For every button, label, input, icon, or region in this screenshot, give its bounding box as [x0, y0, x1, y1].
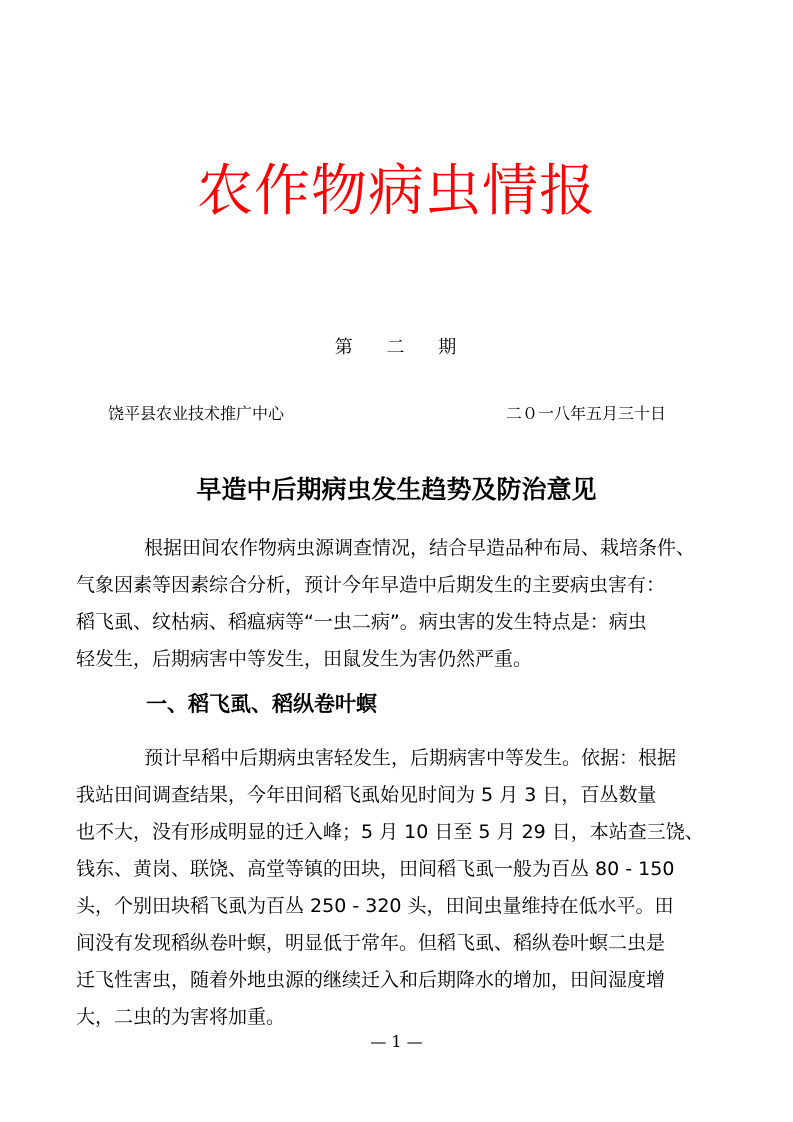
section-paragraph: [76, 740, 724, 1036]
paragraph-line: 也不大，没有形成明显的迁入峰；5 月 10 日至 5 月 29 日，本站查三饶、: [76, 821, 704, 843]
page-number: — 1 —: [370, 1032, 423, 1051]
paragraph-line: 气象因素等因素综合分析，预计今年早造中后期发生的主要病虫害有：: [76, 574, 666, 596]
issue-date: 二０一八年五月三十日: [505, 404, 666, 423]
paragraph-line: 头，个别田块稻飞虱为百丛 250 - 320 头，田间虫量维持在低水平。田: [76, 895, 674, 917]
article-title: 早造中后期病虫发生趋势及防治意见: [196, 475, 597, 504]
paragraph-line: 我站田间调查结果，今年田间稻飞虱始见时间为 5 月 3 日，百丛数量: [76, 784, 657, 806]
issue-number: 第 二 期: [334, 337, 459, 358]
section-heading: 一、稻飞虱、稻纵卷叶螟: [146, 692, 377, 716]
paragraph-line: 钱东、黄岗、联饶、高堂等镇的田块，田间稻飞虱一般为百丛 80 - 150: [76, 858, 675, 880]
paragraph-line: 轻发生，后期病害中等发生，田鼠发生为害仍然严重。: [76, 648, 533, 670]
paragraph-line: 稻飞虱、纹枯病、稻瘟病等“一虫二病”。病虫害的发生特点是：病虫: [76, 611, 647, 633]
intro-paragraph: [76, 530, 724, 678]
paragraph-line: 间没有发现稻纵卷叶螟，明显低于常年。但稻飞虱、稻纵卷叶螟二虫是: [76, 932, 666, 954]
masthead-title: 农作物病虫情报: [197, 159, 596, 224]
paragraph-line: 迁飞性害虫，随着外地虫源的继续迁入和后期降水的增加，田间湿度增: [76, 969, 666, 991]
paragraph-line: 根据田间农作物病虫源调查情况，结合早造品种布局、栽培条件、: [144, 537, 696, 559]
paragraph-line: 预计早稻中后期病虫害轻发生，后期病害中等发生。依据：根据: [144, 747, 677, 769]
issuing-organization: 饶平县农业技术推广中心: [108, 404, 285, 423]
paragraph-line: 大，二虫的为害将加重。: [76, 1006, 286, 1028]
